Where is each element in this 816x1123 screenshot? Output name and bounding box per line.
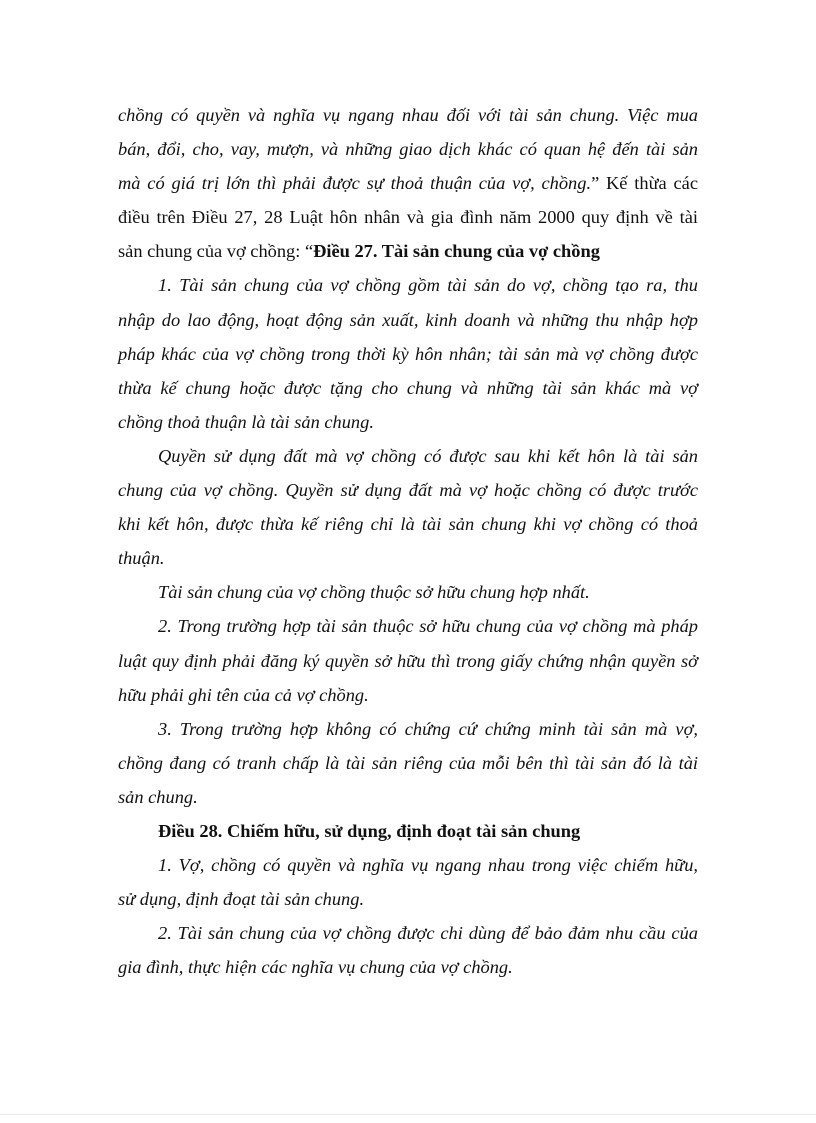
text-span: ” Kế thừa các: [591, 173, 699, 194]
text-line: [118, 166, 698, 200]
text-line: 1. Tài sản chung của vợ chồng gồm tài sản do vợ, chồng tạo ra, thu: [158, 275, 698, 296]
text-line: khi kết hôn, được thừa kế riêng chỉ là tài sản chung khi vợ chồng có thoả: [118, 514, 698, 535]
article-27-heading: Điều 27. Tài sản chung của vợ chồng: [313, 241, 600, 262]
text-line: Quyền sử dụng đất mà vợ chồng có được sau khi kết hôn là tài sản: [158, 445, 698, 466]
text-line: 3. Trong trường hợp không có chứng cứ chứng minh tài sản mà vợ,: [158, 718, 698, 739]
text-line: chồng có quyền và nghĩa vụ ngang nhau đối với tài sản chung. Việc mua: [118, 105, 698, 125]
text-line: 2. Tài sản chung của vợ chồng được chi dùng để bảo đảm nhu cầu của: [158, 923, 698, 944]
text-line: pháp khác của vợ chồng trong thời kỳ hôn nhân; tài sản mà vợ chồng được: [118, 343, 698, 364]
text-line: 2. Trong trường hợp tài sản thuộc sở hữu chung của vợ chồng mà pháp: [158, 616, 698, 637]
text-span: mà có giá trị lớn thì phải được sự thoả thuận của vợ, chồng.: [118, 173, 592, 194]
text-line: sử dụng, định đoạt tài sản chung.: [118, 889, 365, 910]
text-span: sản chung của vợ chồng: “: [118, 241, 314, 262]
text-line: sản chung.: [118, 786, 198, 807]
text-line: Tài sản chung của vợ chồng thuộc sở hữu chung hợp nhất.: [158, 582, 590, 603]
text-line: nhập do lao động, hoạt động sản xuất, kinh doanh và những thu nhập hợp: [118, 309, 698, 330]
text-line: [118, 234, 698, 268]
text-line: bán, đổi, cho, vay, mượn, và những giao dịch khác có quan hệ đến tài sản: [118, 139, 698, 160]
text-line: thừa kế chung hoặc được tặng cho chung và những tài sản khác mà vợ: [118, 377, 698, 398]
page-bottom-divider: [0, 1114, 816, 1115]
document-page: [118, 98, 698, 984]
text-line: gia đình, thực hiện các nghĩa vụ chung của vợ chồng.: [118, 957, 513, 978]
text-line: chồng thoả thuận là tài sản chung.: [118, 411, 374, 432]
text-line: chồng đang có tranh chấp là tài sản riêng của mỗi bên thì tài sản đó là tài: [118, 752, 698, 773]
text-line: hữu phải ghi tên của cả vợ chồng.: [118, 684, 369, 705]
text-line: chung của vợ chồng. Quyền sử dụng đất mà vợ hoặc chồng có được trước: [118, 480, 698, 501]
text-line: 1. Vợ, chồng có quyền và nghĩa vụ ngang nhau trong việc chiếm hữu,: [158, 855, 698, 876]
text-line: điều trên Điều 27, 28 Luật hôn nhân và gia đình năm 2000 quy định về tài: [118, 207, 698, 228]
text-line: luật quy định phải đăng ký quyền sở hữu thì trong giấy chứng nhận quyền sở: [118, 650, 698, 671]
text-line: thuận.: [118, 548, 165, 569]
article-28-heading: Điều 28. Chiếm hữu, sử dụng, định đoạt tài sản chung: [158, 820, 581, 841]
